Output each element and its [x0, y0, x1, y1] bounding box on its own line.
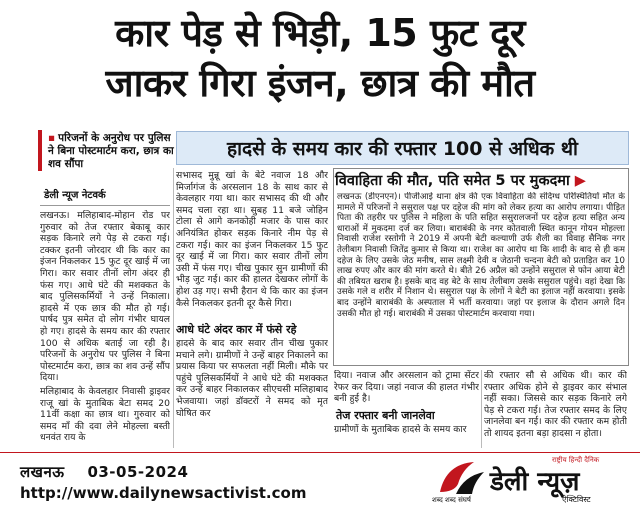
- column-3: [334, 370, 479, 406]
- column-2-para-1: सभासद मुन्नू खां के बेटे नवाज 18 और मिर्जागंज के अरसलान 18 के साथ कार से केवलहार गया था। कार सभासद की थी और समद चला रहा था। सुबह 11 बजे जोहिन टोला से आगे कनकोही मजार के पास कार अनियंत्रित होकर सड़क किनारे नीम पेड़ से टकरा गई। कार का इंजन निकलकर 15 फुट दूर खाई में जा गिरा। कार सवार तीनों लोग उसी में फंस गए। चीख पुकार सुन ग्रामीणों की भीड़ जुट गई। कार की हालत देखकर लोगों के होश उड़ गए। सभी हैरान थे कि कार का इंजन कैसे निकलकर इतनी दूर कैसे गिरा।: [176, 170, 328, 309]
- footer-date: 03-05-2024: [87, 463, 189, 481]
- column-2-para-2: हादसे के बाद कार सवार तीन चीख पुकार मचाने लगे। ग्रामीणों ने उन्हें बाहर निकालने का प्रयास किया पर सफलता नहीं मिली। मौके पर पहुंचे पुलिसकर्मियों ने आधे घंटे की मशक्कत कर उन्हें बाहर निकालकर सीएचसी मलिहाबाद भेजवाया। जहां डॉक्टरों ने समद को मृत घोषित कर: [176, 338, 328, 419]
- headline-line-2: जाकर गिरा इंजन, छात्र की मौत: [105, 61, 535, 105]
- boxed-story-title-text: विवाहिता की मौत, पति समेत 5 पर मुकदमा: [335, 173, 570, 189]
- column-4-para-1: की रफ्तार सौ से अधिक थी। कार की रफ्तार अधिक होने से ड्राइवर कार संभाल नहीं सका। जिससे कार सड़क किनारे लगे पेड़ से टकरा गई। तेज रफ्तार समद के लिए जानलेवा बन गई। कार की रफ्तार कम होती तो शायद इतना बड़ा हादसा न होता।: [484, 370, 627, 439]
- logo-motto: शब्द शब्द संघर्ष: [432, 496, 471, 504]
- column-1-para-1: लखनऊ। मलिहाबाद-मोहान रोड पर गुरुवार को तेज रफ्तार बेकाबू कार सड़क किनारे लगे पेड़ से टकरा गई। टक्कर इतनी जोरदार थी कि कार का इंजन निकलकर 15 फुट दूर खाई में जा गिरा। कार सवार तीनों लोग अंदर ही फंस गए। आधे घंटे की मशक्कत के बाद पुलिसकर्मियों ने उन्हें निकाला। हादसे में एक छात्र की मौत हो गई। पार्षद पुत्र समेत दो लोग गंभीर घायल हो गए। हादसे के समय कार की रफ्तार 100 से अधिक बताई जा रही है। परिजनों के अनुरोध पर पुलिस ने बिना पोस्टमार्टम करा, छात्र का शव उन्हें सौंप दिया।: [40, 210, 170, 384]
- newspaper-logo: [432, 456, 632, 508]
- byline: डेली न्यूज नेटवर्क: [44, 190, 106, 201]
- logo-tagline: राष्ट्रीय हिन्दी दैनिक: [552, 456, 600, 464]
- subheadline-banner: हादसे के समय कार की रफ्तार 100 से अधिक थी: [176, 131, 629, 165]
- footer-url[interactable]: http://www.dailynewsactivist.com: [20, 484, 307, 502]
- logo-name: डेली न्यूज़: [490, 467, 580, 497]
- column-1: [40, 210, 170, 448]
- byline-divider: [40, 205, 170, 206]
- arrow-icon: ▶: [574, 173, 586, 189]
- column-divider: [173, 168, 174, 448]
- column-2-subhead: आधे घंटे अंदर कार में फंसे रहे: [176, 323, 297, 336]
- logo-sub: ऐक्टिविस्ट: [562, 495, 591, 504]
- footer-divider: [0, 452, 640, 453]
- side-box: [38, 130, 176, 171]
- boxed-story-para: लखनऊ (डीएनएन)। पीजीआई थाना क्षेत्र की एक विवाहिता की संदिग्ध परिस्थितियों मौत के मामले में परिजनों ने ससुराल पक्ष पर दहेज की मांग को लेकर हत्या का आरोप लगाया। पीड़ित पिता की तहरीर पर पुलिस ने महिला के पति सहित ससुरालजनों पर दहेज हत्या सहित अन्य धाराओं में मुकदमा दर्ज कर लिया। बाराबंकी के नगर कोतवाली स्थित कानून गोयन मोहल्ला निवासी राजेश रस्तोगी ने 2019 में अपनी बेटी कल्याणी उर्फ शैली का विवाह सैनिक नगर तेलीबाग निवासी जितेंद्र कुमार से किया था। राजेश का आरोप था कि शादी के बाद से ही कम दहेज के लिए उसके जेठ मनीष, सास लक्ष्मी देवी व जेठानी चन्दना बेटी को प्रताड़ित कर 10 लाख रुपए और कार की मांग करते थे। बीते 26 अप्रैल को उन्होंने ससुराल से फोन आया बेटी की तबियत खराब है। इसके बाद वह बेटे के साथ तेलीबाग उसके ससुराल पहुंचे। वहां देखा कि उसके गले व शरीर में निशान थे। ससुराल पक्ष के लोगों ने बेटी का इलाज नहीं करवाया। इसके बाद उन्होंने बाराबंकी के अस्पताल में भर्ती करवाया। जहां पर इलाज के दौरान अगले दिन उसकी मौत हो गई। बाराबंकी में उसका पोस्टमार्टम करवाया गया।: [337, 192, 625, 319]
- column-3-para-1: दिया। नवाज और अरसलान को ट्रामा सेंटर रेफर कर दिया। जहां नवाज की हालत गंभीर बनी हुई है।: [334, 370, 479, 405]
- column-3b: [334, 424, 479, 448]
- column-2b: [176, 338, 328, 448]
- column-3-subhead: तेज रफ्तार बनी जानलेवा: [336, 409, 435, 422]
- column-2: [176, 170, 328, 318]
- column-3-para-2: ग्रामीणों के मुताबिक हादसे के समय कार: [334, 424, 467, 435]
- headline-line-1: कार पेड़ से भिड़ी, 15 फुट दूर: [115, 11, 525, 55]
- column-4: [484, 370, 627, 448]
- column-1-para-2: मलिहाबाद के केवलहार निवासी ड्राइवर राजू खां के मुताबिक बेटा समद 20 11वीं कक्षा का छात्र था। गुरुवार को समद माँ की दवा लेने मोहल्ला बस्ती धनवंत राय के: [40, 385, 170, 444]
- side-box-text: ▪ परिजनों के अनुरोध पर पुलिस ने बिना पोस्टमार्टम करा, छात्र का शव सौंपा: [48, 132, 174, 170]
- boxed-story-title: [335, 170, 586, 190]
- headline: [14, 8, 626, 108]
- footer-dateline: [20, 462, 188, 482]
- column-divider-2: [481, 370, 482, 448]
- boxed-story-body: [337, 192, 625, 362]
- footer-city: लखनऊ: [20, 463, 65, 481]
